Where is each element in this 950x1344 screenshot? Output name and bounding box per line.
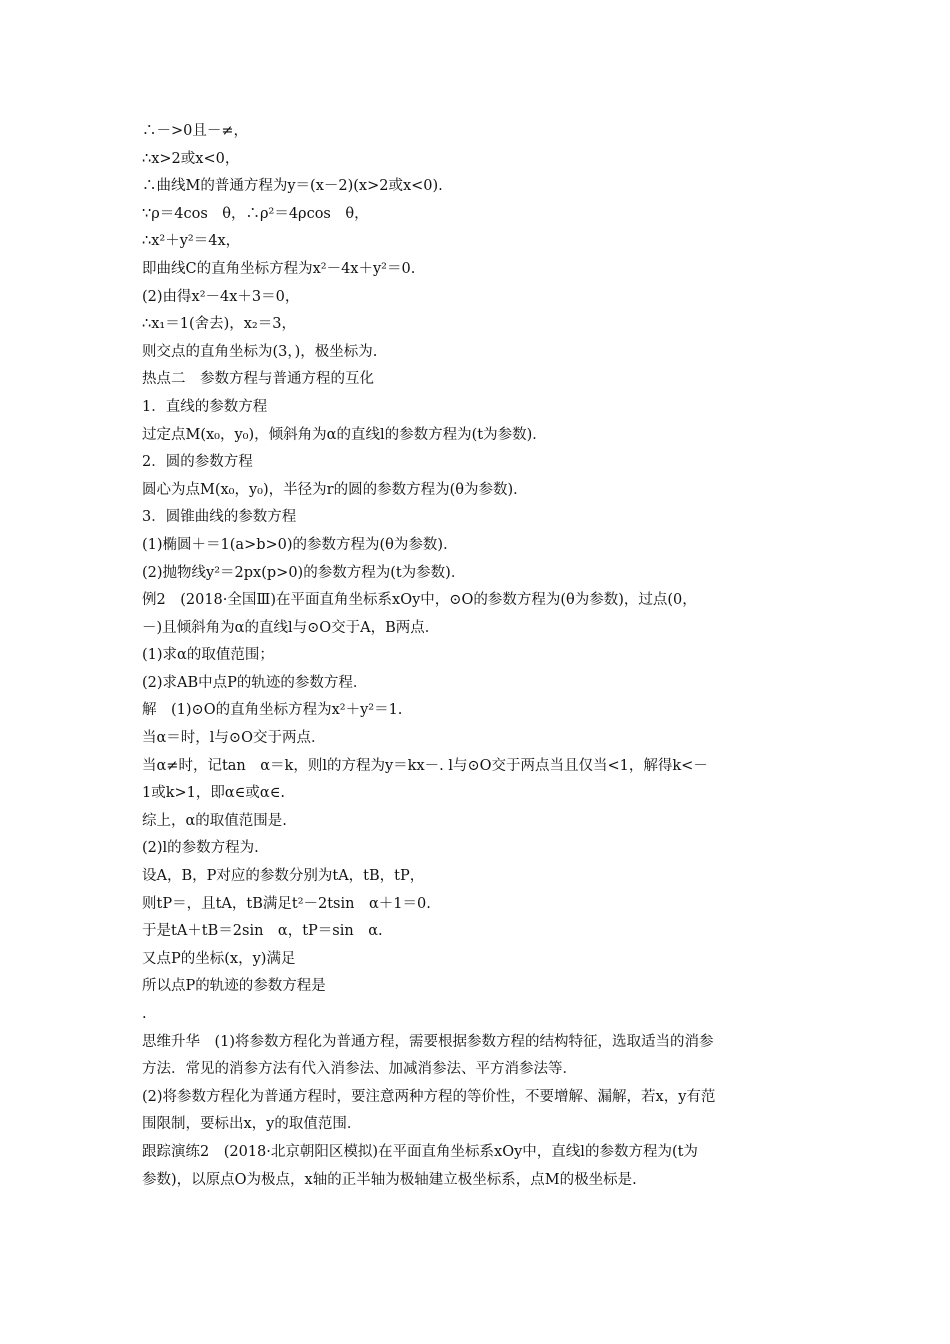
text-line: －)且倾斜角为α的直线l与⊙O交于A，B两点． [142,619,440,636]
text-line: 过定点M(x₀，y₀)，倾斜角为α的直线l的参数方程为(t为参数)． [142,426,547,443]
text-line: 参数)，以原点O为极点，x轴的正半轴为极轴建立极坐标系，点M的极坐标是. [142,1171,637,1188]
text-line: ∴x²＋y²＝4x， [142,233,241,250]
text-line: 方法．常见的消参方法有代入消参法、加减消参法、平方消参法等． [142,1061,577,1078]
text-line: ∴曲线M的普通方程为y＝(x－2)(x>2或x<0). [142,178,443,195]
document-body [142,118,822,1194]
text-line: 则交点的直角坐标为(3，)，极坐标为. [142,343,378,360]
text-line: 圆心为点M(x₀，y₀)，半径为r的圆的参数方程为(θ为参数)． [142,481,528,498]
text-line: 则tP＝，且tA，tB满足t²－2tsin α＋1＝0. [142,895,431,912]
text-line: 围限制，要标出x，y的取值范围． [142,1116,362,1133]
exercise-heading: 跟踪演练2 (2018·北京朝阳区模拟)在平面直角坐标系xOy中，直线l的参数方程为(t为 [142,1143,698,1160]
summary-heading: 思维升华 (1)将参数方程化为普通方程，需要根据参数方程的结构特征，选取适当的消参 [142,1033,714,1050]
text-line: ∴－>0且－≠， [142,123,249,139]
text-line: 综上，α的取值范围是. [142,812,287,829]
text-line: (1)椭圆＋＝1(a>b>0)的参数方程为(θ为参数)． [142,536,458,553]
text-line: (2)抛物线y²＝2px(p>0)的参数方程为(t为参数)． [142,564,466,581]
text-line: ∵ρ＝4cos θ，∴ρ²＝4ρcos θ， [142,205,369,222]
text-line: (2)由得x²－4x＋3＝0， [142,288,300,305]
subsection-heading: 3．圆锥曲线的参数方程 [142,509,297,526]
text-line: (2)求AB中点P的轨迹的参数方程． [142,674,368,691]
text-line: . [142,1006,147,1022]
text-line: 当α＝时，l与⊙O交于两点． [142,730,326,747]
text-line: ∴x₁＝1(舍去)，x₂＝3， [142,316,296,333]
solution-line: 解 (1)⊙O的直角坐标方程为x²＋y²＝1. [142,702,403,719]
text-line: 所以点P的轨迹的参数方程是 [142,978,326,995]
subsection-heading: 1．直线的参数方程 [142,398,268,415]
section-heading: 热点二 参数方程与普通方程的互化 [142,371,374,388]
example-heading: 例2 (2018·全国Ⅲ)在平面直角坐标系xOy中，⊙O的参数方程为(θ为参数)，过点(0， [142,592,697,609]
text-line: 又点P的坐标(x，y)满足 [142,950,296,967]
text-line: 设A，B，P对应的参数分别为tA，tB，tP， [142,868,425,885]
text-line: 1或k>1，即α∈或α∈. [142,785,286,802]
text-line: (2)l的参数方程为. [142,840,259,857]
text-line: (1)求α的取值范围； [142,647,274,664]
text-line: ∴x>2或x<0， [142,150,240,167]
text-line: 当α≠时，记tan α＝k，则l的方程为y＝kx－. l与⊙O交于两点当且仅当<1，解得k<－ [142,757,708,774]
text-line: 于是tA＋tB＝2sin α，tP＝sin α. [142,923,383,940]
text-line: (2)将参数方程化为普通方程时，要注意两种方程的等价性，不要增解、漏解，若x，y有范 [142,1088,716,1105]
text-line: 即曲线C的直角坐标方程为x²－4x＋y²＝0. [142,260,416,277]
subsection-heading: 2．圆的参数方程 [142,454,253,471]
